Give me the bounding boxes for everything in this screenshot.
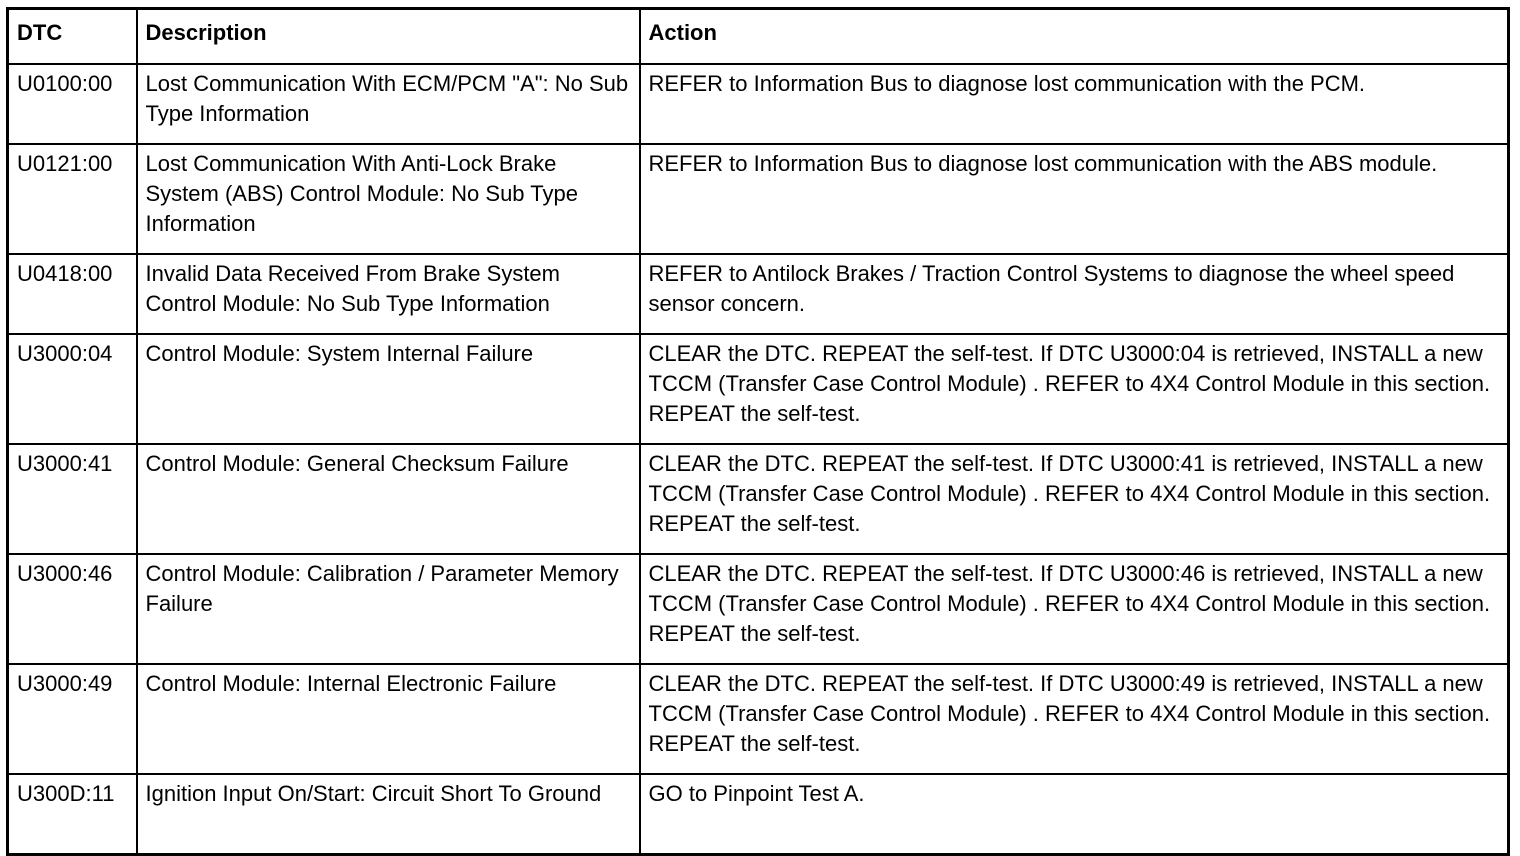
table-row — [8, 254, 1509, 334]
dtc-code: U3000:41 — [8, 444, 137, 554]
dtc-code: U300D:11 — [8, 774, 137, 855]
dtc-description: Invalid Data Received From Brake System Control Module: No Sub Type Information — [137, 254, 640, 334]
dtc-code: U3000:04 — [8, 334, 137, 444]
table-row — [8, 144, 1509, 254]
header-action: Action — [640, 9, 1509, 65]
table-row — [8, 664, 1509, 774]
dtc-table-container — [6, 7, 1510, 856]
dtc-code: U0121:00 — [8, 144, 137, 254]
dtc-action: REFER to Antilock Brakes / Traction Control Systems to diagnose the wheel speed sensor concern. — [640, 254, 1509, 334]
dtc-action: CLEAR the DTC. REPEAT the self-test. If DTC U3000:46 is retrieved, INSTALL a new TCCM (Transfer Case Control Module) . REFER to 4X4 Control Module in this section. REPEAT the self-test. — [640, 554, 1509, 664]
dtc-action: GO to Pinpoint Test A. — [640, 774, 1509, 855]
table-row — [8, 444, 1509, 554]
dtc-action: REFER to Information Bus to diagnose lost communication with the PCM. — [640, 64, 1509, 144]
dtc-code: U3000:49 — [8, 664, 137, 774]
table-row — [8, 334, 1509, 444]
dtc-code: U0100:00 — [8, 64, 137, 144]
dtc-description: Lost Communication With Anti-Lock Brake System (ABS) Control Module: No Sub Type Information — [137, 144, 640, 254]
table-row — [8, 554, 1509, 664]
dtc-action: CLEAR the DTC. REPEAT the self-test. If DTC U3000:41 is retrieved, INSTALL a new TCCM (Transfer Case Control Module) . REFER to 4X4 Control Module in this section. REPEAT the self-test. — [640, 444, 1509, 554]
dtc-code: U0418:00 — [8, 254, 137, 334]
dtc-description: Control Module: Internal Electronic Failure — [137, 664, 640, 774]
table-row — [8, 774, 1509, 855]
dtc-description: Control Module: Calibration / Parameter Memory Failure — [137, 554, 640, 664]
dtc-description: Ignition Input On/Start: Circuit Short To Ground — [137, 774, 640, 855]
dtc-code: U3000:46 — [8, 554, 137, 664]
header-dtc: DTC — [8, 9, 137, 65]
header-description: Description — [137, 9, 640, 65]
table-row — [8, 64, 1509, 144]
table-header-row — [8, 9, 1509, 65]
dtc-description: Lost Communication With ECM/PCM "A": No Sub Type Information — [137, 64, 640, 144]
dtc-table — [6, 7, 1510, 856]
dtc-action: REFER to Information Bus to diagnose lost communication with the ABS module. — [640, 144, 1509, 254]
dtc-action: CLEAR the DTC. REPEAT the self-test. If DTC U3000:49 is retrieved, INSTALL a new TCCM (Transfer Case Control Module) . REFER to 4X4 Control Module in this section. REPEAT the self-test. — [640, 664, 1509, 774]
dtc-description: Control Module: General Checksum Failure — [137, 444, 640, 554]
dtc-description: Control Module: System Internal Failure — [137, 334, 640, 444]
dtc-action: CLEAR the DTC. REPEAT the self-test. If DTC U3000:04 is retrieved, INSTALL a new TCCM (Transfer Case Control Module) . REFER to 4X4 Control Module in this section. REPEAT the self-test. — [640, 334, 1509, 444]
